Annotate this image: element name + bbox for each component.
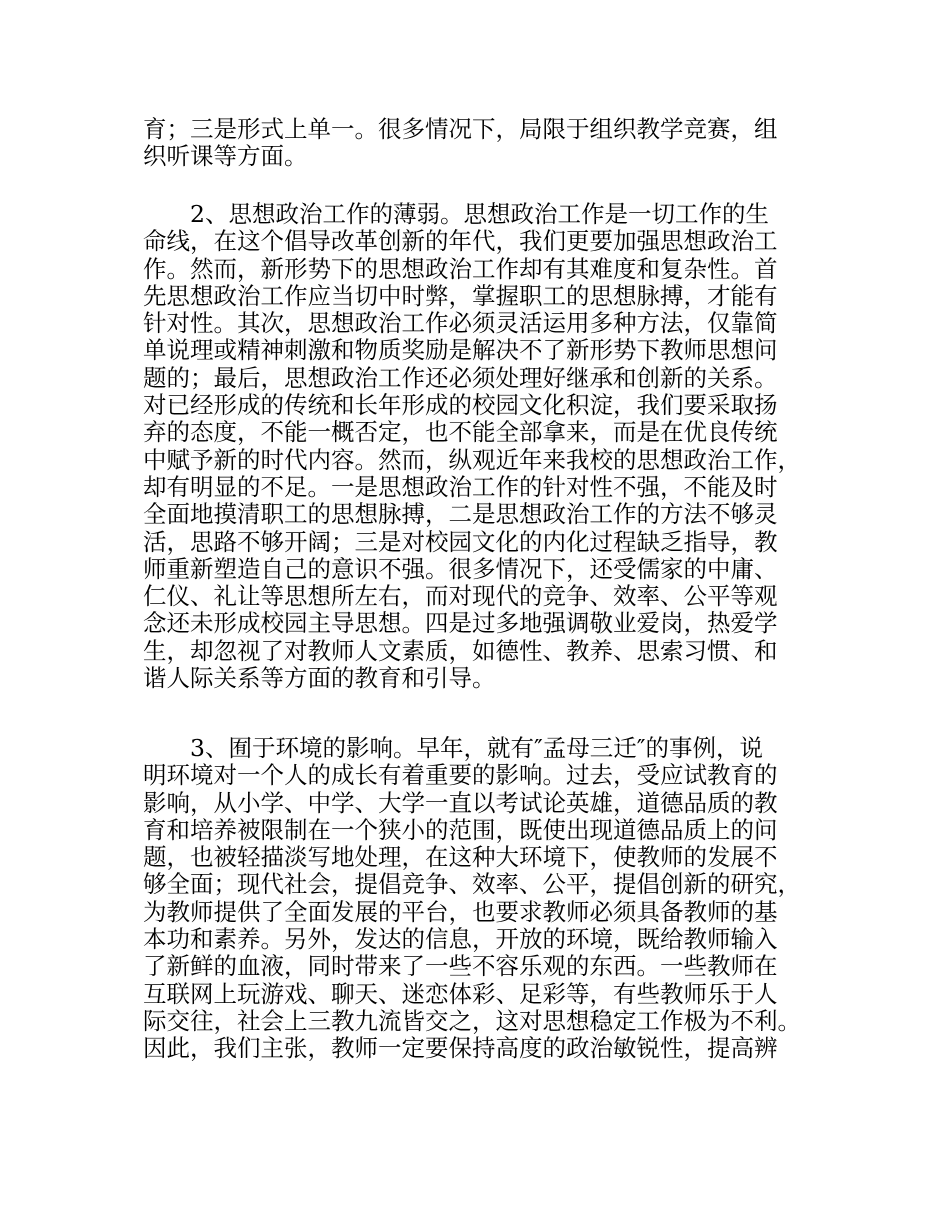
text-line: 影响，从小学、中学、大学一直以考试论英雄，道德品质的教 <box>143 788 778 817</box>
text-line: 活，思路不够开阔；三是对校园文化的内化过程缺乏指导，教 <box>143 527 778 556</box>
text-line: 谐人际关系等方面的教育和引导。 <box>143 664 496 693</box>
text-line: 际交往，社会上三教九流皆交之，这对思想稳定工作极为不利。 <box>143 1006 801 1035</box>
text-line: 因此，我们主张，教师一定要保持高度的政治敏锐性，提高辨 <box>143 1034 778 1063</box>
text-line: 却有明显的不足。一是思想政治工作的针对性不强，不能及时 <box>143 472 778 501</box>
text-line: 本功和素养。另外，发达的信息，开放的环境，既给教师输入 <box>143 925 778 954</box>
text-line: 仁仪、礼让等思想所左右，而对现代的竞争、效率、公平等观 <box>143 582 778 611</box>
text-line: 针对性。其次，思想政治工作必须灵活运用多种方法，仅靠简 <box>143 309 778 338</box>
text-line: 育和培养被限制在一个狭小的范围，既使出现道德品质上的问 <box>143 815 778 844</box>
text-line: 中赋予新的时代内容。然而，纵观近年来我校的思想政治工作， <box>143 445 801 474</box>
text-line: 命线，在这个倡导改革创新的年代，我们更要加强思想政治工 <box>143 227 778 256</box>
text-line: 织听课等方面。 <box>143 142 308 171</box>
text-line: 作。然而，新形势下的思想政治工作却有其难度和复杂性。首 <box>143 254 778 283</box>
text-line: 够全面；现代社会，提倡竞争、效率、公平，提倡创新的研究， <box>143 870 801 899</box>
text-line: 先思想政治工作应当切中时弊，掌握职工的思想脉搏，才能有 <box>143 281 778 310</box>
paragraph-3 <box>143 735 823 1063</box>
text-line: 全面地摸清职工的思想脉搏，二是思想政治工作的方法不够灵 <box>143 500 778 529</box>
text-line: 师重新塑造自己的意识不强。很多情况下，还受儒家的中庸、 <box>143 554 778 583</box>
text-line: 题的；最后，思想政治工作还必须处理好继承和创新的关系。 <box>143 363 778 392</box>
text-line: 念还未形成校园主导思想。四是过多地强调敬业爱岗，热爱学 <box>143 609 778 638</box>
text-line: 明环境对一个人的成长有着重要的影响。过去，受应试教育的 <box>143 761 778 790</box>
text-line: 题，也被轻描淡写地处理，在这种大环境下，使教师的发展不 <box>143 843 778 872</box>
text-line: 育；三是形式上单一。很多情况下，局限于组织教学竞赛，组 <box>143 115 778 143</box>
paragraph-2 <box>143 201 823 692</box>
text-line: 为教师提供了全面发展的平台，也要求教师必须具备教师的基 <box>143 897 778 926</box>
text-line: 对已经形成的传统和长年形成的校园文化积淀，我们要采取扬 <box>143 391 778 420</box>
text-line: 生，却忽视了对教师人文素质，如德性、教养、思索习惯、和 <box>143 636 778 665</box>
text-line: 了新鲜的血液，同时带来了一些不容乐观的东西。一些教师在 <box>143 952 778 981</box>
text-line: 2、思想政治工作的薄弱。思想政治工作是一切工作的生 <box>190 200 769 228</box>
text-line: 单说理或精神刺激和物质奖励是解决不了新形势下教师思想问 <box>143 336 778 365</box>
paragraph-1 <box>143 116 823 171</box>
text-line: 弃的态度，不能一概否定，也不能全部拿来，而是在优良传统 <box>143 418 778 447</box>
text-line: 3、囿于环境的影响。早年，就有″孟母三迁″的事例，说 <box>190 734 764 762</box>
text-line: 互联网上玩游戏、聊天、迷恋体彩、足彩等，有些教师乐于人 <box>143 979 778 1008</box>
